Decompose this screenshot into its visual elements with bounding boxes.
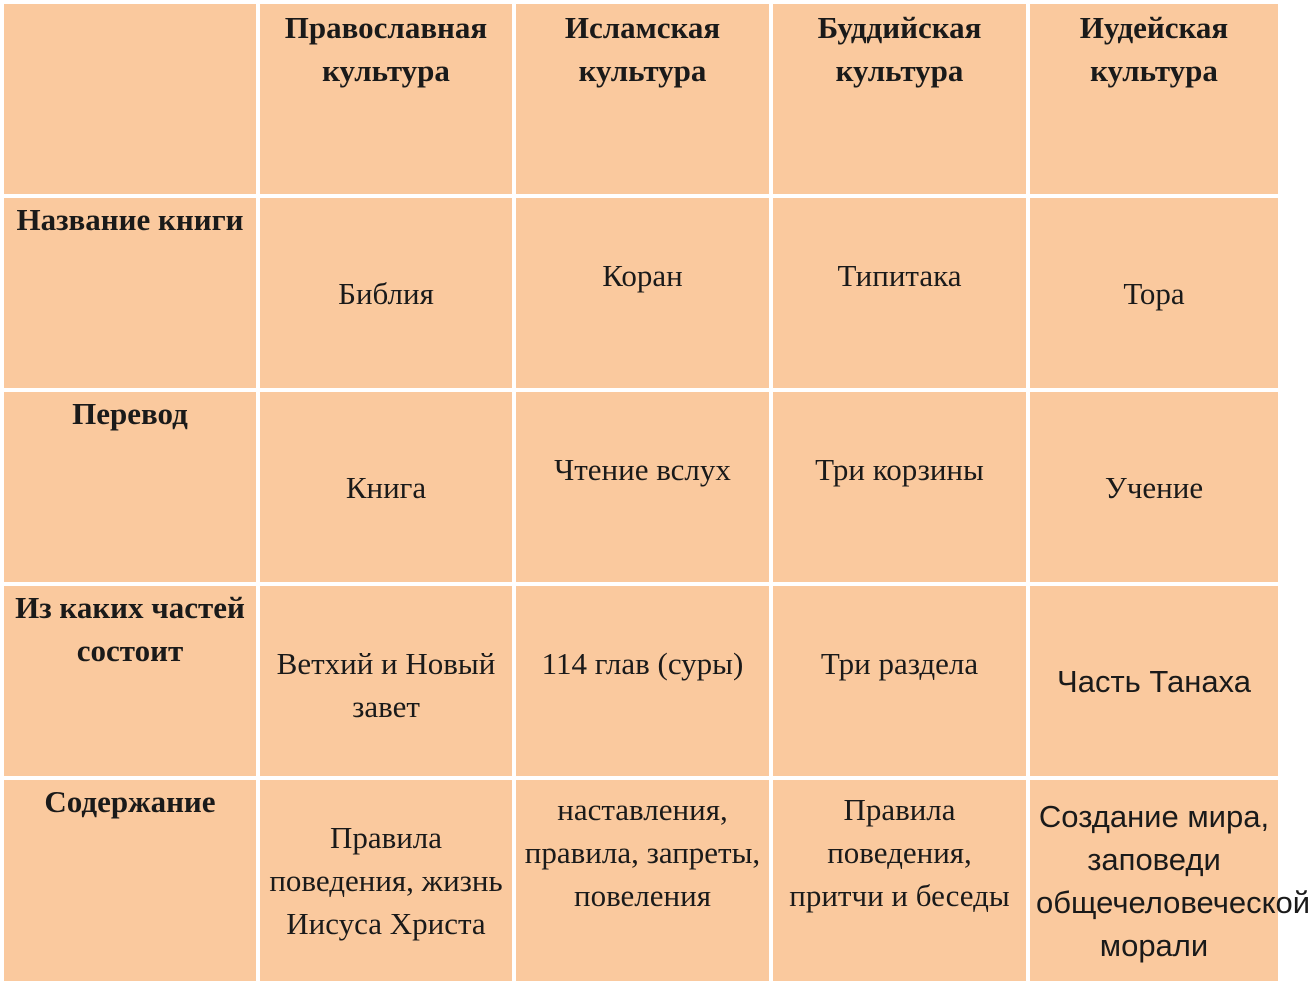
table-cell: 114 глав (суры) <box>514 584 771 778</box>
table-cell: Часть Танаха <box>1028 584 1280 778</box>
table-cell: Учение <box>1028 390 1280 584</box>
header-cell-islamic: Исламская культура <box>514 2 771 196</box>
table-cell: Тора <box>1028 196 1280 390</box>
header-cell-orthodox: Православная культура <box>258 2 514 196</box>
header-cell-buddhist: Буддийская культура <box>771 2 1028 196</box>
table-cell: Книга <box>258 390 514 584</box>
table-cell: наставления, правила, запреты, повеления <box>514 778 771 983</box>
row-label-book-name: Название книги <box>2 196 258 390</box>
row-label-translation: Перевод <box>2 390 258 584</box>
table-cell: Библия <box>258 196 514 390</box>
table-cell: Правила поведения, жизнь Иисуса Христа <box>258 778 514 983</box>
table-cell: Чтение вслух <box>514 390 771 584</box>
table-row-translation <box>2 390 1280 584</box>
header-cell-empty <box>2 2 258 196</box>
table-cell: Ветхий и Новый завет <box>258 584 514 778</box>
table-cell: Три корзины <box>771 390 1028 584</box>
table-header-row <box>2 2 1280 196</box>
table-row-content <box>2 778 1280 983</box>
table-row-parts <box>2 584 1280 778</box>
table-row-book-name <box>2 196 1280 390</box>
table-cell: Создание мира, заповеди общечеловеческой морали <box>1028 778 1280 983</box>
row-label-parts: Из каких частей состоит <box>2 584 258 778</box>
header-cell-judaic: Иудейская культура <box>1028 2 1280 196</box>
table-cell: Коран <box>514 196 771 390</box>
table-cell: Типитака <box>771 196 1028 390</box>
table-cell: Правила поведения, притчи и беседы <box>771 778 1028 983</box>
table-cell: Три раздела <box>771 584 1028 778</box>
row-label-content: Содержание <box>2 778 258 983</box>
